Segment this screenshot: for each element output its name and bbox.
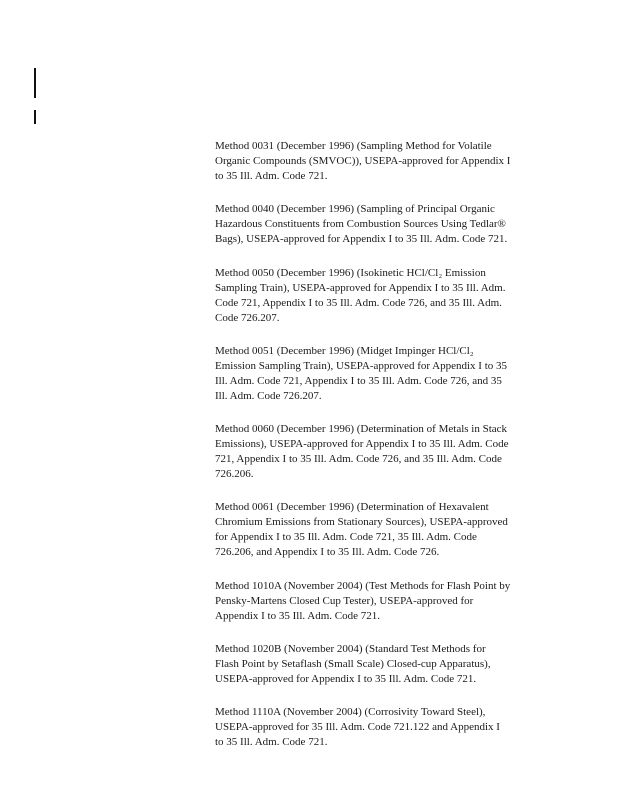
entry-line: to 35 Ill. Adm. Code 721. xyxy=(215,736,328,749)
method-entry-0051 xyxy=(215,344,555,404)
entry-line: Code 721, Appendix I to 35 Ill. Adm. Code 726, and 35 Ill. Adm. xyxy=(215,296,502,309)
entry-line: Method 0060 (December 1996) (Determination of Metals in Stack xyxy=(215,423,508,436)
entry-line: Pensky-Martens Closed Cup Tester), USEPA-approved for xyxy=(215,594,474,607)
entry-line: for Appendix I to 35 Ill. Adm. Code 721, 35 Ill. Adm. Code xyxy=(215,531,477,544)
entry-line: Chromium Emissions from Stationary Sources), USEPA-approved xyxy=(215,516,508,529)
method-list xyxy=(215,139,555,769)
entry-line: Method 1110A (November 2004) (Corrosivity Toward Steel), xyxy=(215,706,486,719)
method-entry-0040 xyxy=(215,202,555,247)
entry-line: Bags), USEPA-approved for Appendix I to 35 Ill. Adm. Code 721. xyxy=(215,233,508,246)
entry-line: Method 0061 (December 1996) (Determination of Hexavalent xyxy=(215,501,489,514)
entry-line: Method 0050 (December 1996) (Isokinetic HCl/Cl₂ Emission xyxy=(215,266,486,279)
method-entry-0060 xyxy=(215,422,555,482)
method-entry-1110a xyxy=(215,705,555,750)
entry-line: Appendix I to 35 Ill. Adm. Code 721. xyxy=(215,609,380,622)
revision-bar xyxy=(34,110,36,124)
entry-line: Method 0051 (December 1996) (Midget Impinger HCl/Cl₂ xyxy=(215,344,474,357)
entry-line: Method 0040 (December 1996) (Sampling of Principal Organic xyxy=(215,203,495,216)
entry-line: Ill. Adm. Code 726.207. xyxy=(215,389,322,402)
entry-line: 721, Appendix I to 35 Ill. Adm. Code 726, and 35 Ill. Adm. Code xyxy=(215,453,502,466)
method-entry-0050 xyxy=(215,266,555,326)
entry-line: USEPA-approved for Appendix I to 35 Ill. Adm. Code 721. xyxy=(215,673,477,686)
method-entry-0061 xyxy=(215,500,555,560)
entry-line: Emissions), USEPA-approved for Appendix I to 35 Ill. Adm. Code xyxy=(215,438,509,451)
entry-line: Method 0031 (December 1996) (Sampling Method for Volatile xyxy=(215,140,492,152)
entry-line: USEPA-approved for 35 Ill. Adm. Code 721.122 and Appendix I xyxy=(215,721,500,734)
entry-line: Method 1010A (November 2004) (Test Methods for Flash Point by xyxy=(215,579,511,592)
revision-bar xyxy=(34,68,36,98)
entry-line: Code 726.207. xyxy=(215,311,280,324)
method-entry-0031 xyxy=(215,139,555,184)
entry-line: Flash Point by Setaflash (Small Scale) Closed-cup Apparatus), xyxy=(215,658,491,671)
entry-line: Sampling Train), USEPA-approved for Appendix I to 35 Ill. Adm. xyxy=(215,281,506,294)
entry-line: 726.206. xyxy=(215,468,254,481)
entry-line: Hazardous Constituents from Combustion Sources Using Tedlar® xyxy=(215,218,506,231)
entry-line: 726.206, and Appendix I to 35 Ill. Adm. Code 726. xyxy=(215,546,440,559)
entry-line: to 35 Ill. Adm. Code 721. xyxy=(215,170,328,182)
entry-line: Method 1020B (November 2004) (Standard Test Methods for xyxy=(215,643,486,656)
method-entry-1010a xyxy=(215,579,555,624)
entry-line: Emission Sampling Train), USEPA-approved for Appendix I to 35 xyxy=(215,359,508,372)
method-entry-1020b xyxy=(215,642,555,687)
entry-line: Organic Compounds (SMVOC)), USEPA-approved for Appendix I xyxy=(215,155,511,167)
entry-line: Ill. Adm. Code 721, Appendix I to 35 Ill. Adm. Code 726, and 35 xyxy=(215,374,502,387)
